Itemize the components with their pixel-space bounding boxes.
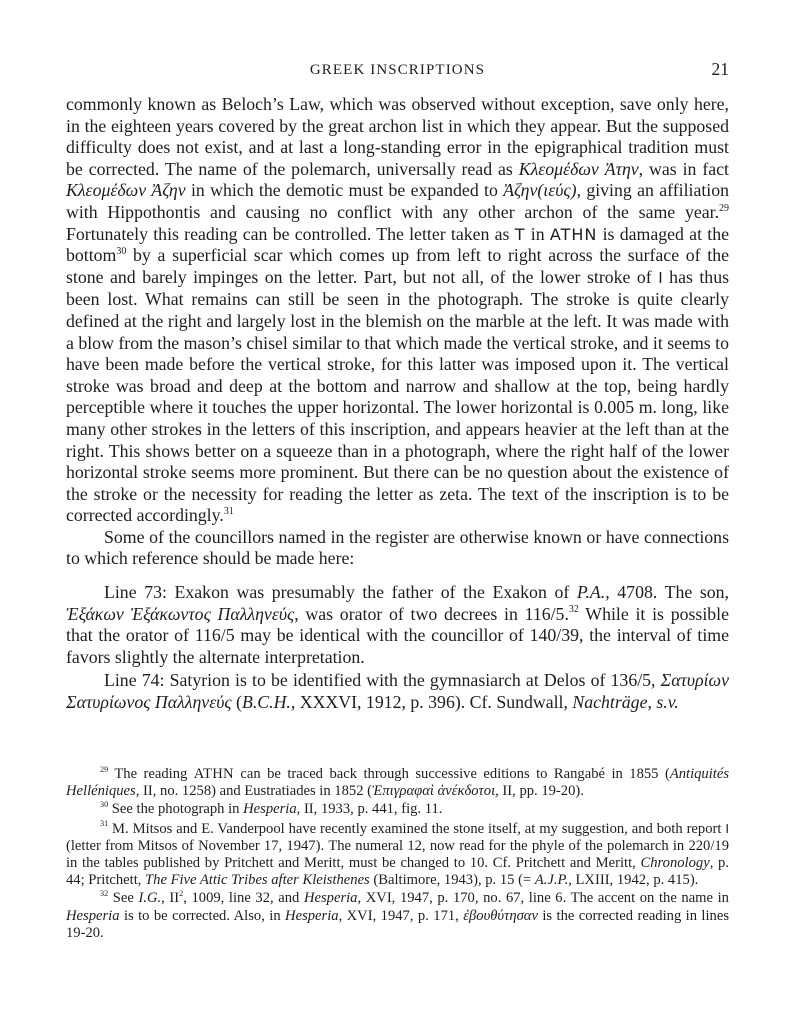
text-run: , was orator of two decrees in 116/5.: [294, 603, 569, 624]
inscription-word: ATHN: [549, 224, 598, 244]
text-run: See: [108, 890, 139, 907]
citation: I.G.: [138, 890, 162, 907]
text-run: is damaged at the bottom: [66, 223, 729, 266]
citation: Hesperia: [303, 890, 358, 907]
text-run: , II, pp. 19-20).: [495, 783, 584, 800]
lemma-line-74: [66, 670, 729, 713]
footnote-ref[interactable]: 31: [223, 505, 234, 517]
text-run: Line 73: Exakon was presumably the father of the Exakon of: [104, 582, 577, 603]
citation: A.J.P.: [534, 872, 569, 889]
citation: Antiquités Helléniques: [66, 766, 729, 800]
greek-name: Κλεομέδων Ἀτην: [518, 158, 639, 179]
text-run: , was in fact: [638, 158, 729, 179]
text-run: commonly known as Beloch’s Law, which was observed without exception, save only here, in the eighteen years covered by the great archon list in which they appear. But the supposed difficulty does not exist, and at last a long-standing error in the epigraphical tradition must be corrected. The name of the polemarch, universally read as: [66, 94, 729, 179]
text-run: , XVI, 1947, p. 170, no. 67, line 6. The accent on the name in: [357, 890, 729, 907]
page-number: 21: [711, 59, 729, 79]
main-text: [66, 94, 729, 714]
inscription-word: ATHN: [193, 766, 234, 782]
lemma-line-73: [66, 582, 729, 668]
paragraph: [66, 94, 729, 527]
footnote-ref[interactable]: 29: [719, 202, 729, 214]
citation: Hesperia: [243, 801, 297, 818]
text-run: can be traced back through successive editions to Rangabé in 1855 (: [233, 766, 670, 782]
text-run: M. Mitsos and E. Vanderpool have recently examined the stone itself, at my suggestion, and both report: [108, 820, 726, 837]
text-run: While it is possible that the orator of 116/5 may be identical with the councillor of 140/39, the interval of time favors slightly the alternate interpretation.: [66, 603, 730, 667]
citation: The Five Attic Tribes after Kleisthenes: [145, 872, 370, 889]
text-run: is the corrected reading in lines 19-20.: [66, 907, 729, 941]
text-run: , 4708. The son,: [605, 582, 729, 603]
text-run: Fortunately this reading can be controlled. The letter taken as: [66, 223, 515, 244]
citation: Chronology: [640, 855, 710, 872]
text-run: , 1009, line 32, and: [183, 890, 304, 907]
inscription-letter: T: [514, 224, 526, 244]
text-run: , p. 44; Pritchett,: [66, 855, 729, 889]
text-run: Line 74: Satyrion is to be identified with the gymnasiarch at Delos of 136/5,: [104, 670, 661, 691]
citation: B.C.H.: [241, 692, 291, 713]
text-run: (: [231, 692, 242, 713]
text-run: See the photograph in: [108, 801, 244, 818]
footnote-number: 31: [100, 819, 109, 829]
footnote-number: 32: [100, 889, 109, 899]
text-run: , XXXVI, 1912, p. 396). Cf. Sundwall,: [290, 692, 573, 713]
text-run: (Baltimore, 1943), p. 15 (=: [369, 872, 535, 889]
footnote-29: [66, 766, 729, 800]
greek-name: Ἀζην(ιεύς): [503, 180, 577, 201]
footnote-32: [66, 890, 729, 942]
citation: Hesperia: [66, 907, 120, 924]
page-header: [66, 58, 729, 86]
text-run: , II: [161, 890, 180, 907]
text-run: in: [525, 223, 550, 244]
text-run: in which the demotic must be expanded to: [185, 180, 504, 201]
greek-word: ἐβουθύτησαν: [463, 907, 538, 924]
citation: Hesperia: [285, 907, 339, 924]
citation: P.A.: [576, 582, 606, 603]
text-run: has thus been lost. What remains can still be seen in the photograph. The stroke is quite clearly defined at the right and largely lost in the blemish on the marble at the left. It was made with a blow from the mason’s chisel similar to that which made the vertical stroke, and it seems to have been made before the vertical stroke, for this latter was imposed upon it. The vertical stroke was broad and deep at the bottom and narrow and shallow at the top, being hardly perceptible where it touches the upper horizontal. The lower horizontal is 0.005 m. long, like many other strokes in the letters of this inscription, and appears heavier at the left than at the right. This shows better on a squeeze than in a photograph, where the right half of the lower horizontal stroke seems more prominent. But there can be no question about the existence of the stroke or the necessity for reading the letter as zeta. The text of the inscription is to be corrected accordingly.: [66, 266, 730, 526]
superscript: 2: [179, 889, 184, 899]
text-run: , II, 1933, p. 441, fig. 11.: [296, 801, 443, 818]
running-title: GREEK INSCRIPTIONS: [309, 62, 486, 78]
footnote-ref[interactable]: 32: [568, 604, 579, 616]
text-run: by a superficial scar which comes up from left to right across the surface of the stone and barely impinges on the letter. Part, but not all, of the lower stroke of: [66, 245, 729, 287]
footnote-number: 29: [100, 764, 109, 774]
greek-title: Ἐπιγραφαὶ ἀνέκδοτοι: [372, 783, 496, 800]
inscription-glyph: Ι: [725, 820, 729, 836]
text-run: is to be corrected. Also, in: [119, 907, 286, 924]
footnote-31: [66, 820, 729, 890]
citation: Nachträge, s.v.: [572, 692, 679, 713]
greek-name: Σατυρίων Σατυρίωνος Παλληνεύς: [66, 670, 729, 713]
inscription-glyph: Ι: [658, 268, 663, 287]
greek-name: Κλεομέδων Ἀζην: [66, 180, 186, 201]
text-run: The reading: [108, 766, 194, 782]
text-run: (letter from Mitsos of November 17, 1947). The numeral 12, now read for the phyle of the polemarch in 220/19 in the tables published by Pritchett and Meritt, must be changed to 10. Cf. Pritchett and Meritt,: [66, 837, 729, 872]
footnote-30: [66, 801, 729, 818]
paragraph: Some of the councillors named in the register are otherwise known or have connections to which reference should be made here:: [66, 526, 729, 569]
text-run: , II, no. 1258) and Eustratiades in 1852 (: [135, 783, 373, 800]
footnote-ref[interactable]: 30: [116, 245, 127, 257]
text-run: , XVI, 1947, p. 171,: [338, 907, 464, 924]
text-run: , LXIII, 1942, p. 415).: [568, 872, 699, 889]
greek-name: Ἐξάκων Ἐξάκωντος Παλληνεύς: [66, 603, 295, 624]
text-run: , giving an affiliation with Hippothontis and causing no conflict with any other archon of the same year.: [66, 180, 730, 222]
footnote-number: 30: [100, 800, 109, 810]
footnotes: [66, 766, 729, 943]
